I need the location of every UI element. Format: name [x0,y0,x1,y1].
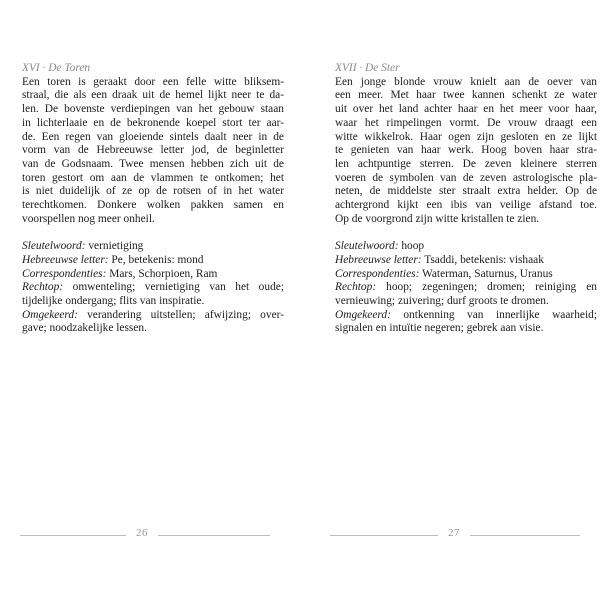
description-line: witte wikkelrok. Haar ogen zijn gesloten en ze lijkt [335,130,597,143]
correspondences-value: Mars, Schorpioen, Ram [106,267,218,280]
hebrew-letter-row [22,254,284,268]
reversed-row [335,309,597,323]
footer-rule [470,535,580,536]
right-page [300,0,600,600]
keyword-value: vernietiging [85,240,144,253]
page-number: 26 [136,527,148,539]
upright-row-cont: vernieuwing; zuivering; durf groots te dromen. [335,294,549,307]
footer-rule [330,535,438,536]
hebrew-letter-row [335,254,597,268]
description-line: neten, de middelste ster straalt extra helder. Op de [335,185,597,198]
upright-value: omwenteling; vernietiging van het oude; [63,281,284,294]
upright-row-cont: tijdelijke ondergang; flits van inspiratie. [22,294,205,307]
correspondences-label: Correspondenties: [22,267,107,280]
footer-rule [20,535,126,536]
left-page-content [22,62,284,336]
description-line: Een toren is geraakt door een felle witte bliksem- [22,75,284,88]
correspondences-value: Waterman, Saturnus, Uranus [419,267,553,280]
description-line: een meer. Met haar twee kannen schenkt ze water [335,89,597,102]
description-line: voorspellen nog meer onheil. [22,212,155,225]
description-line: is niet duidelijk of ze op de rotsen of in het water [22,185,284,198]
left-page-footer [0,527,300,541]
description-line: van de Godsnaam. Twee mensen hebben zich uit de [22,157,284,170]
hebrew-letter-value: Tsaddi, betekenis: vishaak [421,253,544,266]
reversed-label: Omgekeerd: [335,308,391,321]
reversed-row [22,309,284,323]
description-line: terechtkomen. Donkere wolken pakken samen en [22,199,284,212]
keyword-label: Sleutelwoord: [335,240,399,253]
right-page-content [335,62,597,336]
hebrew-letter-label: Hebreeuwse letter: [335,253,422,266]
upright-label: Rechtop: [335,281,377,294]
upright-value: hoop; zegeningen; dromen; reiniging en [376,281,597,294]
correspondences-row [22,268,284,282]
description-line: waar het rimpelingen vormt. De vrouw draagt een [335,116,597,129]
right-page-footer [300,527,600,541]
description-line: Een jonge blonde vrouw knielt aan de oever van [335,75,597,88]
card-title: XVI · De Toren [22,62,91,74]
reversed-value: verandering uitstellen; afwijzing; over- [77,308,284,321]
description-line: len achtpuntige sterren. De zeven kleinere sterren [335,157,597,170]
description-line: Op de voorgrond zijn witte kristallen te zien. [335,212,540,225]
card-title: XVII · De Ster [335,62,400,74]
card-description [22,76,284,227]
description-line: de. Een regen van gloeiende sintels daalt neer in de [22,130,284,143]
card-description [335,76,597,227]
correspondences-label: Correspondenties: [335,267,420,280]
page-number: 27 [448,527,460,539]
card-meanings [22,240,284,336]
description-line: te genieten van haar werk. Hoog boven haar stra- [335,144,597,157]
description-line: achtergrond kijkt een ibis van veilige afstand toe. [335,199,597,212]
description-line: toren gestort om aan de vlammen te ontkomen; het [22,171,284,184]
keyword-row [22,240,284,254]
upright-label: Rechtop: [22,281,64,294]
description-line: uit over het land achter haar en het meer voor haar, [335,103,597,116]
description-line: voeren de symbolen van de zeven astrologische pla- [335,171,597,184]
description-line: straal, die als een draak uit de hemel lijkt neer te da- [22,89,284,102]
reversed-label: Omgekeerd: [22,308,78,321]
upright-row [335,281,597,295]
hebrew-letter-label: Hebreeuwse letter: [22,253,109,266]
description-line: vorm van de Hebreeuwse letter jod, de beginletter [22,144,284,157]
reversed-row-cont: gave; noodzakelijke lessen. [22,322,147,335]
keyword-label: Sleutelwoord: [22,240,86,253]
hebrew-letter-value: Pe, betekenis: mond [108,253,204,266]
upright-row [22,281,284,295]
footer-rule [158,535,270,536]
description-line: len. De bovenste verdiepingen van het gebouw staan [22,103,284,116]
keyword-value: hoop [398,240,425,253]
correspondences-row [335,268,597,282]
reversed-row-cont: signalen en intuïtie negeren; gebrek aan visie. [335,322,544,335]
reversed-value: ontkenning van innerlijke waarheid; [390,308,597,321]
keyword-row [335,240,597,254]
description-line: in lichterlaaie en de bekronende koepel stort ter aar- [22,116,284,129]
card-meanings [335,240,597,336]
